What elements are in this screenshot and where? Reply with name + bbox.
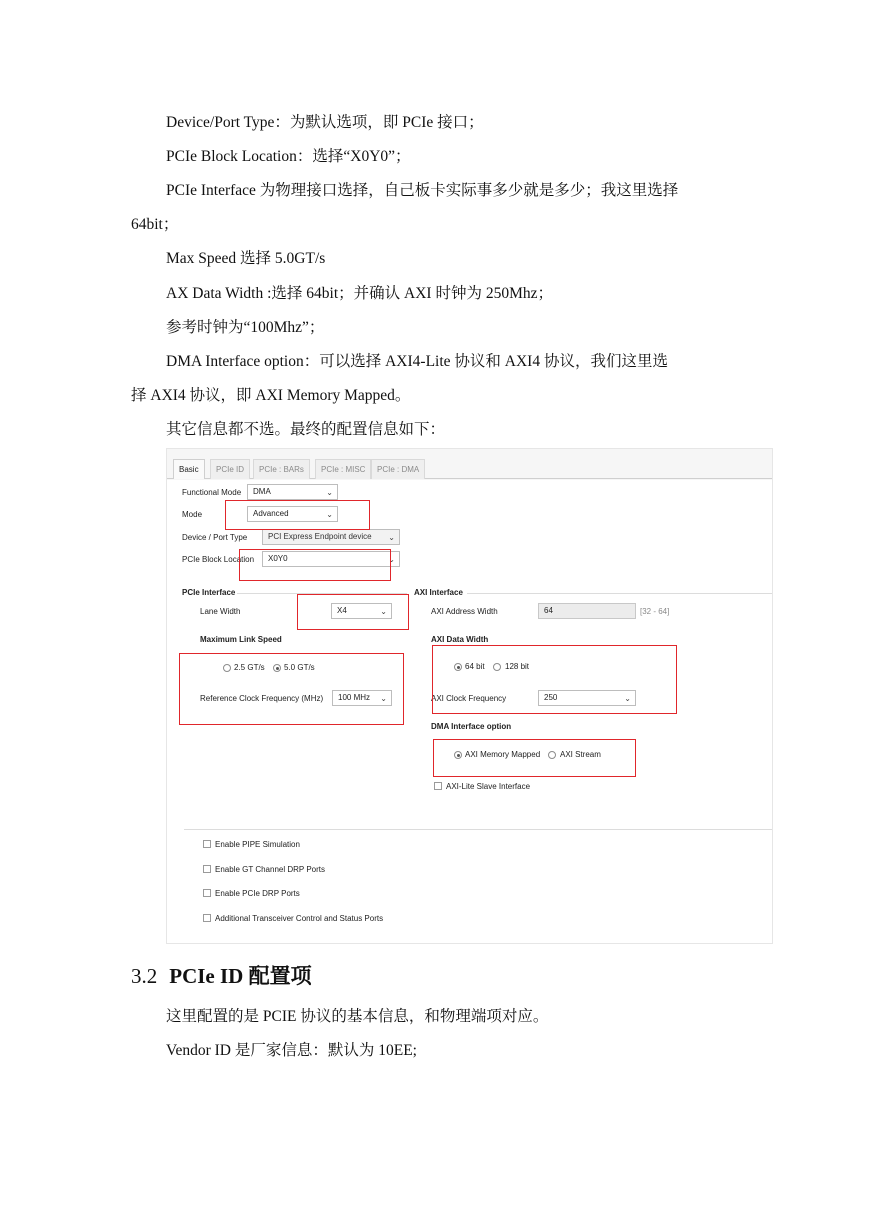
section-number: 3.2: [131, 964, 158, 988]
pipe-simulation-checkbox[interactable]: [203, 840, 211, 848]
paragraph-pcie-interface: PCIe Interface 为物理接口选择，自己板卡实际事多少就是多少；我这里选择: [166, 182, 679, 199]
axi-lite-slave-label: AXI-Lite Slave Interface: [446, 782, 531, 791]
ref-clock-value: 100 MHz: [338, 693, 371, 702]
mode-label: Mode: [182, 510, 203, 519]
dma-interface-option-title: DMA Interface option: [431, 722, 512, 731]
paragraph-ref-clock: 参考时钟为“100Mhz”；: [166, 319, 325, 336]
ref-clock-label: Reference Clock Frequency (MHz): [200, 694, 324, 703]
data-width-128-label: 128 bit: [505, 662, 530, 671]
section-divider: [184, 829, 772, 830]
axi-interface-title: AXI Interface: [414, 588, 463, 597]
highlight-dma-option: [433, 739, 636, 777]
highlight-lane-width: [297, 594, 409, 630]
functional-mode-select[interactable]: [247, 484, 338, 500]
block-location-value: X0Y0: [268, 554, 288, 563]
paragraph-axi-data-width: AX Data Width :选择 64bit；并确认 AXI 时钟为 250Mhz；: [166, 285, 553, 302]
axi-address-width-field[interactable]: 64: [538, 603, 636, 619]
block-location-label: PCIe Block Location: [182, 555, 255, 564]
transceiver-ports-checkbox[interactable]: [203, 914, 211, 922]
section-title: PCIe ID 配置项: [169, 964, 312, 988]
paragraph-pcie-id-intro: 这里配置的是 PCIE 协议的基本信息，和物理端项对应。: [166, 1008, 549, 1025]
speed-5-0-label: 5.0 GT/s: [284, 663, 315, 672]
highlight-link-speed: [179, 653, 404, 725]
axi-lite-slave-checkbox[interactable]: [434, 782, 442, 790]
paragraph-max-speed: Max Speed 选择 5.0GT/s: [166, 250, 326, 267]
paragraph-dma-option: DMA Interface option：可以选择 AXI4-Lite 协议和 AXI4 协议，我们这里选: [166, 353, 668, 370]
lane-width-value: X4: [337, 606, 347, 615]
device-port-type-label: Device / Port Type: [182, 533, 248, 542]
tab-pcie-id[interactable]: PCIe ID: [210, 459, 250, 479]
pipe-simulation-label: Enable PIPE Simulation: [215, 840, 300, 849]
device-port-type-select[interactable]: [262, 529, 400, 545]
paragraph-intro-config: 其它信息都不选。最终的配置信息如下：: [166, 421, 446, 438]
pcie-drp-checkbox[interactable]: [203, 889, 211, 897]
paragraph-vendor-id: Vendor ID 是厂家信息：默认为 10EE;: [166, 1042, 417, 1059]
data-width-64-label: 64 bit: [465, 662, 485, 671]
chevron-down-icon: ⌄: [388, 533, 395, 542]
max-link-speed-title: Maximum Link Speed: [200, 635, 282, 644]
chevron-down-icon: ⌄: [380, 694, 387, 703]
paragraph-dma-option-cont: 择 AXI4 协议，即 AXI Memory Mapped。: [131, 387, 411, 404]
mode-value: Advanced: [253, 509, 289, 518]
speed-2-5-label: 2.5 GT/s: [234, 663, 265, 672]
axi-address-width-range: [32 - 64]: [640, 607, 670, 616]
paragraph-block-location: PCIe Block Location：选择“X0Y0”；: [166, 148, 411, 165]
axi-address-width-label: AXI Address Width: [431, 607, 498, 616]
tab-bar: [167, 457, 773, 479]
highlight-axi-data-width: [432, 645, 677, 714]
axi-clock-label: AXI Clock Frequency: [431, 694, 507, 703]
paragraph-pcie-interface-cont: 64bit；: [131, 216, 179, 233]
chevron-down-icon: ⌄: [326, 510, 333, 519]
chevron-down-icon: ⌄: [380, 607, 387, 616]
highlight-block-location: [239, 549, 391, 581]
functional-mode-value: DMA: [253, 487, 271, 496]
tab-pcie-misc[interactable]: PCIe : MISC: [315, 459, 371, 479]
device-port-type-value: PCI Express Endpoint device: [268, 532, 372, 541]
section-heading: [131, 960, 312, 990]
highlight-mode: [225, 500, 370, 530]
axi-stream-label: AXI Stream: [560, 750, 601, 759]
config-screenshot: [166, 448, 773, 944]
section-divider: [467, 593, 772, 594]
functional-mode-label: Functional Mode: [182, 488, 242, 497]
pcie-interface-title: PCIe Interface: [182, 588, 236, 597]
paragraph-device-port-type: Device/Port Type：为默认选项，即 PCIe 接口；: [166, 114, 484, 131]
tab-basic[interactable]: Basic: [173, 459, 205, 479]
gt-channel-drp-label: Enable GT Channel DRP Ports: [215, 865, 325, 874]
axi-clock-value: 250: [544, 693, 558, 702]
tab-pcie-bars[interactable]: PCIe : BARs: [253, 459, 310, 479]
axi-memory-mapped-label: AXI Memory Mapped: [465, 750, 541, 759]
pcie-drp-label: Enable PCIe DRP Ports: [215, 889, 300, 898]
chevron-down-icon: ⌄: [624, 694, 631, 703]
gt-channel-drp-checkbox[interactable]: [203, 865, 211, 873]
transceiver-ports-label: Additional Transceiver Control and Status Ports: [215, 914, 384, 923]
chevron-down-icon: ⌄: [388, 555, 395, 564]
axi-data-width-title: AXI Data Width: [431, 635, 489, 644]
lane-width-label: Lane Width: [200, 607, 241, 616]
chevron-down-icon: ⌄: [326, 488, 333, 497]
tab-pcie-dma[interactable]: PCIe : DMA: [371, 459, 425, 479]
